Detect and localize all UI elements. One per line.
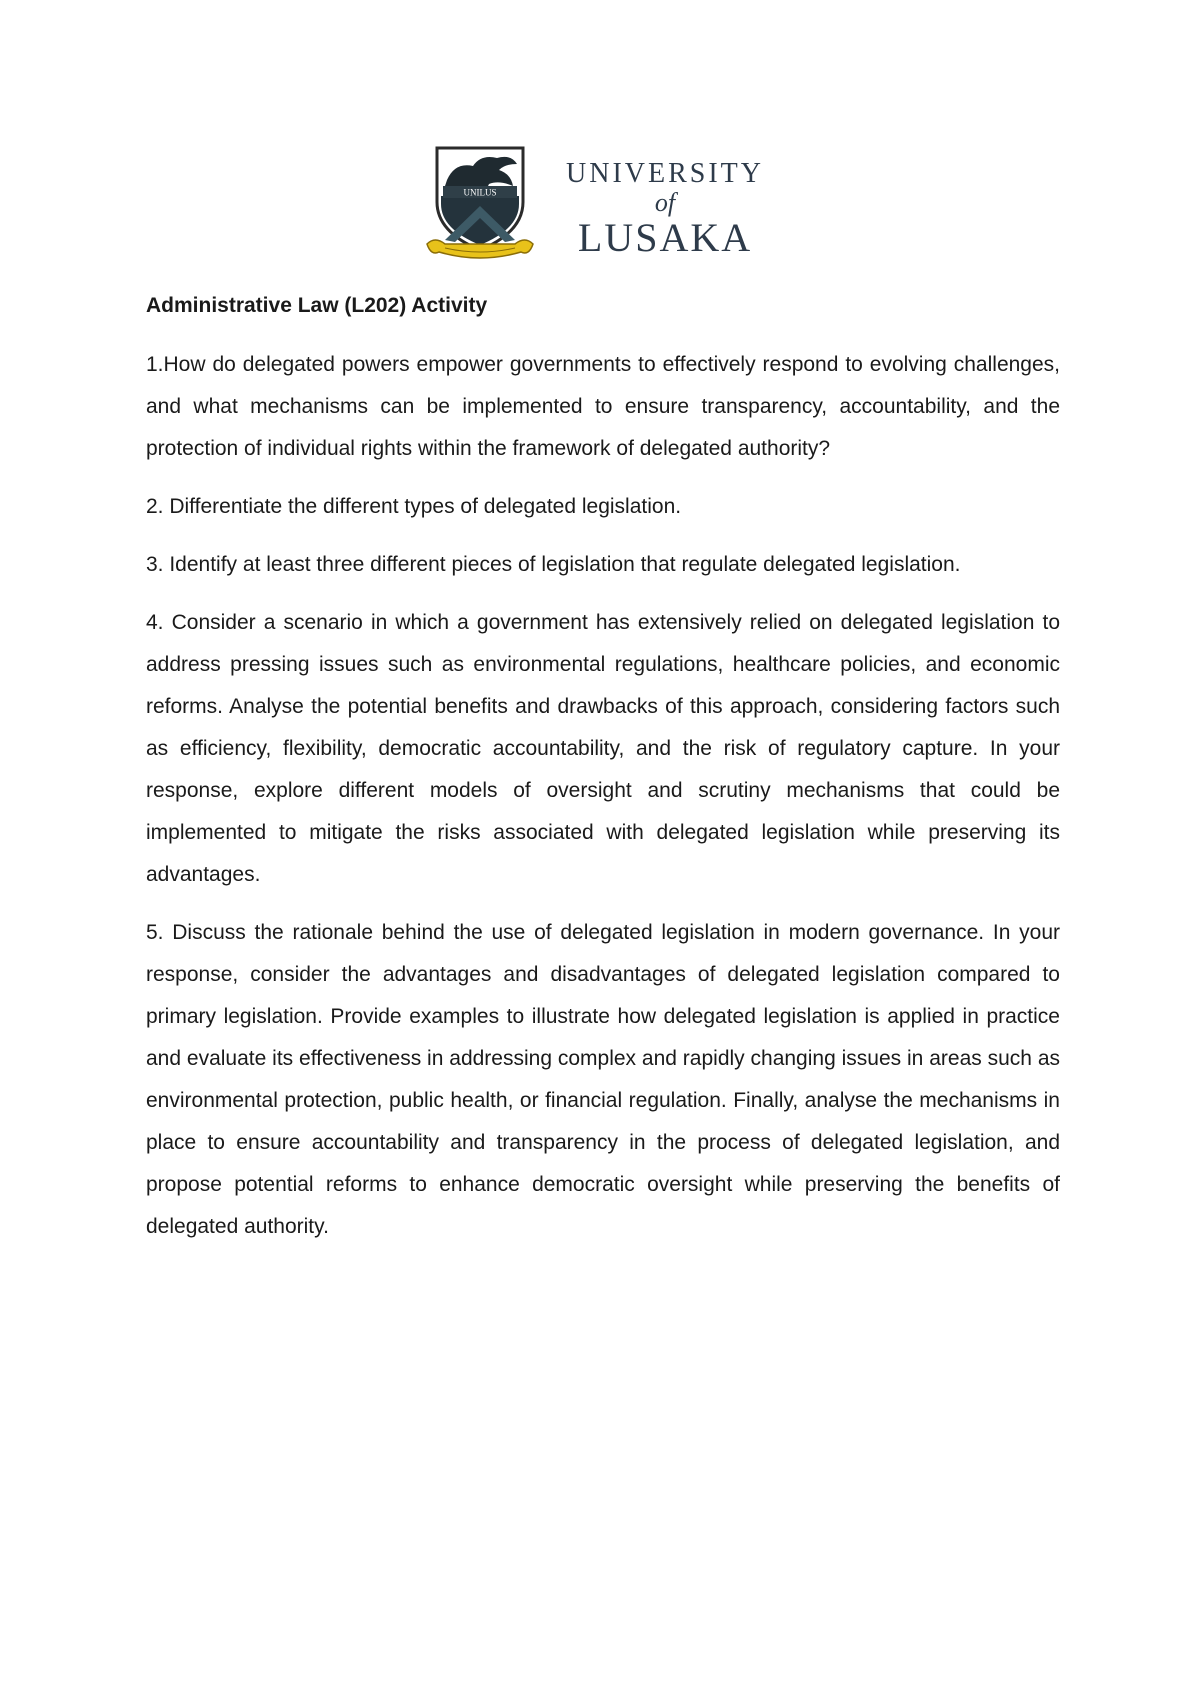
university-crest-icon — [425, 140, 535, 265]
university-wordmark — [545, 140, 785, 265]
question-3: 3. Identify at least three different pieces of legislation that regulate delegated legislation. — [146, 553, 961, 576]
document-body — [146, 288, 1060, 1264]
crest-motto-text: UNILUS — [463, 187, 497, 198]
question-2: 2. Differentiate the different types of delegated legislation. — [146, 495, 682, 518]
question-1: 1.How do delegated powers empower governments to effectively respond to evolving challenges, and what mechanisms can be implemented to ensure transparency, accountability, and the protection of individual rights within the framework of delegated authority? — [146, 353, 1060, 460]
university-logo — [425, 140, 785, 265]
question-5: 5. Discuss the rationale behind the use of delegated legislation in modern governance. In your response, consider the advantages and disadvantages of delegated legislation compared to primary legislation. Provide examples to illustrate how delegated legislation is applied in practice and evaluate its effectiveness in addressing complex and rapidly changing issues in areas such as environmental protection, public health, or financial regulation. Finally, analyse the mechanisms in place to ensure accountability and transparency in the process of delegated legislation, and propose potential reforms to enhance democratic oversight while preserving the benefits of delegated authority. — [146, 921, 1060, 1238]
wordmark-university: UNIVERSITY — [566, 158, 764, 189]
document-title: Administrative Law (L202) Activity — [146, 294, 488, 317]
question-4: 4. Consider a scenario in which a government has extensively relied on delegated legislation to address pressing issues such as environmental regulations, healthcare policies, and economic reforms. Analyse the potential benefits and drawbacks of this approach, considering factors such as efficiency, flexibility, democratic accountability, and the risk of regulatory capture. In your response, explore different models of oversight and scrutiny mechanisms that could be implemented to mitigate the risks associated with delegated legislation while preserving its advantages. — [146, 611, 1060, 886]
wordmark-lusaka: LUSAKA — [577, 215, 753, 260]
wordmark-of: of — [654, 188, 676, 217]
